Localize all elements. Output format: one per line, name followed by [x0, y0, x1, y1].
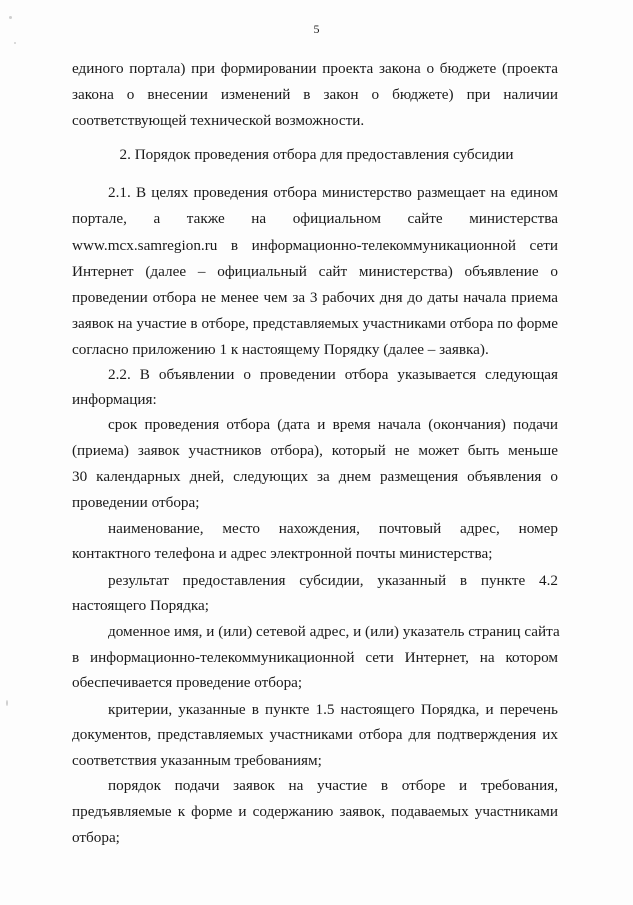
text-line: 2.1. В целях проведения отбора министерство размещает на едином [108, 184, 558, 201]
text-line: 30 календарных дней, следующих за днем размещения объявления о [72, 468, 558, 485]
text-line: доменное имя, и (или) сетевой адрес, и (или) указатель страниц сайта [108, 623, 560, 640]
text-line: критерии, указанные в пункте 1.5 настоящего Порядка, и перечень [108, 701, 558, 718]
scan-mark [14, 42, 16, 44]
text-line: www.mcx.samregion.ru в информационно-телекоммуникационной сети [72, 237, 558, 254]
text-line: проведении отбора; [72, 494, 200, 511]
text-line: проведении отбора не менее чем за 3 рабочих дня до даты начала приема [72, 289, 558, 306]
scan-mark [9, 16, 12, 19]
text-line: (приема) заявок участников отбора), который не может быть меньше [72, 442, 558, 459]
text-line: обеспечивается проведение отбора; [72, 674, 303, 691]
text-line: порядок подачи заявок на участие в отборе и требования, [108, 777, 558, 794]
text-line: отбора; [72, 829, 120, 846]
text-line: в информационно-телекоммуникационной сети Интернет, на котором [72, 649, 558, 666]
text-line: информация: [72, 391, 157, 408]
text-line: документов, представляемых участниками отбора для подтверждения их [72, 726, 558, 743]
text-line: 2.2. В объявлении о проведении отбора указывается следующая [108, 366, 558, 383]
text-line: соответствующей технической возможности. [72, 112, 365, 129]
text-line: заявок на участие в отборе, представляемых участниками отбора по форме [72, 315, 558, 332]
text-line: настоящего Порядка; [72, 597, 209, 614]
text-line: единого портала) при формировании проекта закона о бюджете (проекта [72, 60, 558, 77]
text-line: соответствия указанным требованиям; [72, 752, 322, 769]
section-heading: 2. Порядок проведения отбора для предоставления субсидии [119, 146, 514, 163]
page-number: 5 [313, 22, 320, 36]
text-line: результат предоставления субсидии, указанный в пункте 4.2 [108, 572, 558, 589]
scan-mark [6, 700, 8, 706]
text-line: контактного телефона и адрес электронной почты министерства; [72, 545, 493, 562]
text-line: согласно приложению 1 к настоящему Порядку (далее – заявка). [72, 341, 489, 358]
text-line: срок проведения отбора (дата и время начала (окончания) подачи [108, 416, 558, 433]
text-line: предъявляемые к форме и содержанию заявок, подаваемых участниками [72, 803, 558, 820]
text-line: наименование, место нахождения, почтовый адрес, номер [108, 520, 558, 537]
text-line: закона о внесении изменений в закон о бюджете) при наличии [72, 86, 558, 103]
text-line: Интернет (далее – официальный сайт министерства) объявление о [72, 263, 558, 280]
text-line: портале, а также на официальном сайте министерства [72, 210, 558, 227]
